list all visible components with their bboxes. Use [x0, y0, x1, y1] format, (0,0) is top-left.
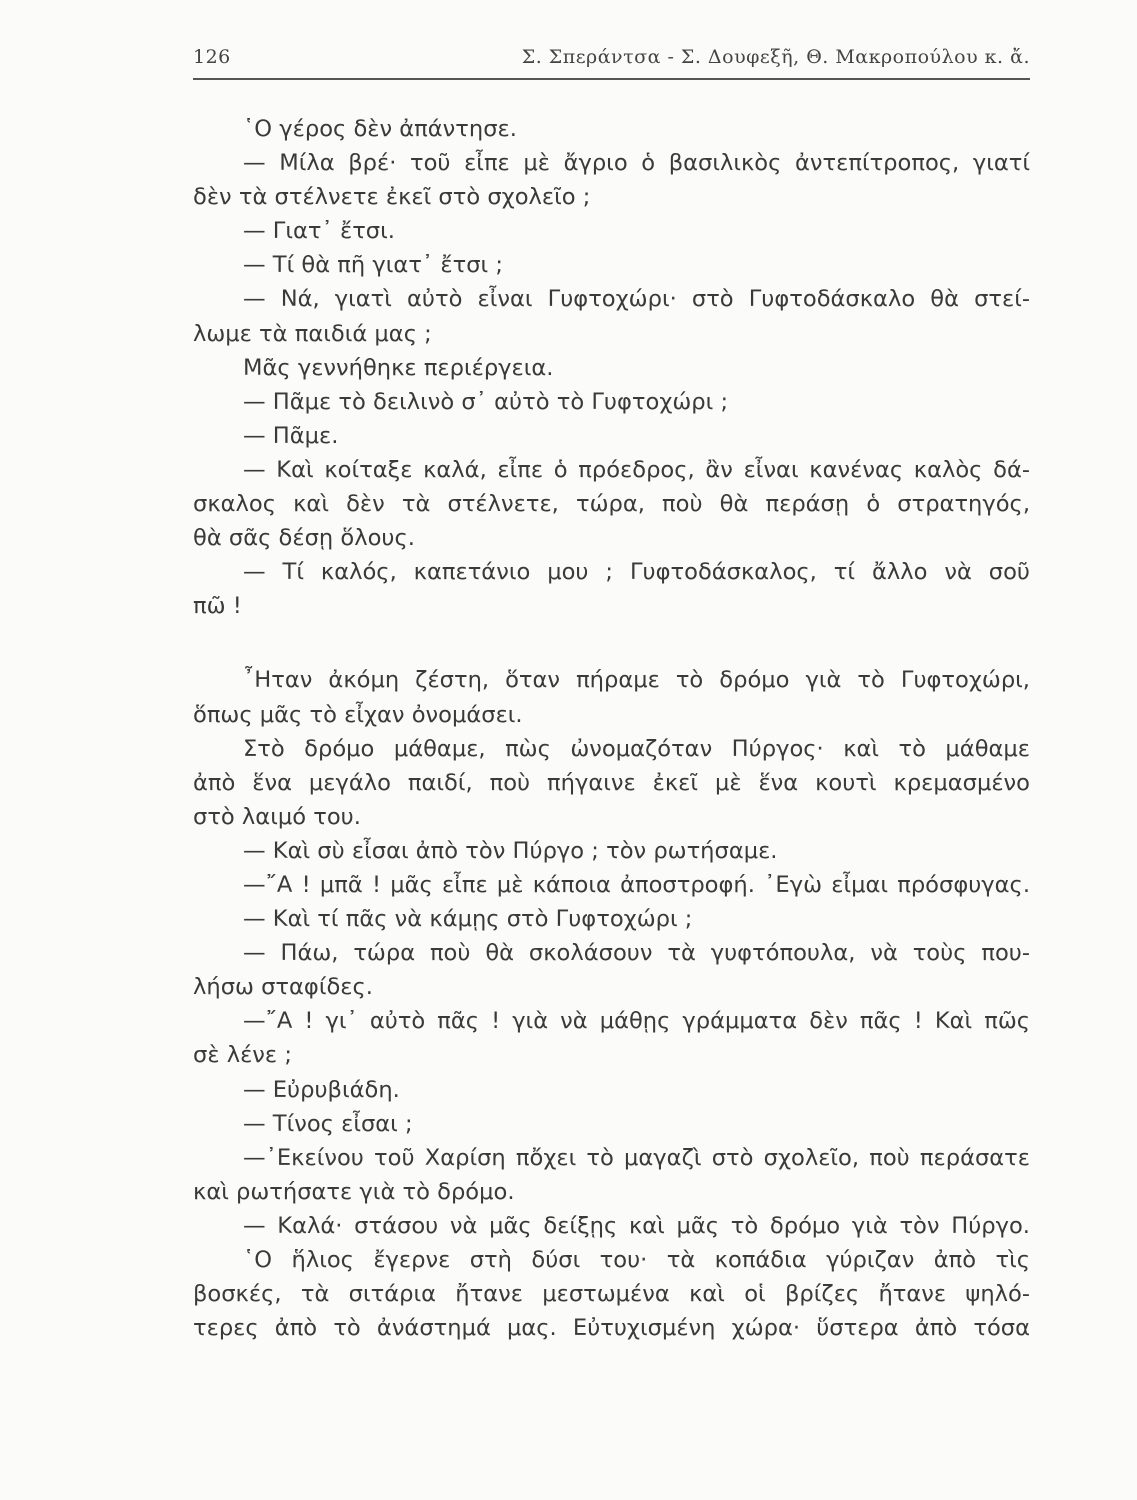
running-title: Σ. Σπεράντσα - Σ. Δουφεξῆ, Θ. Μακροπούλου κ. ἄ.: [521, 46, 1030, 68]
text-line: καὶ ρωτήσατε γιὰ τὸ δρόμο.: [193, 1178, 515, 1205]
text-line: — Γιατ᾿ ἔτσι.: [243, 218, 395, 245]
text-line: — Καλά· στάσου νὰ μᾶς δείξῃς καὶ μᾶς τὸ δρόμο γιὰ τὸν Πύργο.: [243, 1212, 1030, 1239]
text-line: πῶ !: [193, 593, 242, 620]
text-line: Στὸ δρόμο μάθαμε, πὼς ὠνομαζόταν Πύργος· καὶ τὸ μάθαμε: [243, 735, 1030, 762]
text-line: — Εὐρυβιάδη.: [243, 1076, 400, 1103]
header-rule: [193, 78, 1030, 80]
text-line: — Καὶ κοίταξε καλά, εἶπε ὁ πρόεδρος, ἂν εἶναι κανένας καλὸς δά-: [243, 456, 1030, 483]
text-line: Μᾶς γεννήθηκε περιέργεια.: [243, 354, 554, 381]
text-line: — Καὶ τί πᾶς νὰ κάμῃς στὸ Γυφτοχώρι ;: [243, 906, 693, 933]
text-line: σὲ λένε ;: [193, 1042, 292, 1069]
text-line: — Μίλα βρέ· τοῦ εἶπε μὲ ἄγριο ὁ βασιλικὸς ἀντεπίτροπος, γιατί: [243, 150, 1030, 177]
text-line: λήσω σταφίδες.: [193, 974, 373, 1001]
text-line: σκαλος καὶ δὲν τὰ στέλνετε, τώρα, ποὺ θὰ περάσῃ ὁ στρατηγός,: [193, 491, 1030, 518]
text-line: τερες ἀπὸ τὸ ἀνάστημά μας. Εὐτυχισμένη χώρα· ὕστερα ἀπὸ τόσα: [193, 1315, 1030, 1342]
section-gap: [193, 623, 1030, 663]
text-line: — Πᾶμε τὸ δειλινὸ σ᾿ αὐτὸ τὸ Γυφτοχώρι ;: [243, 388, 729, 415]
text-line: βοσκές, τὰ σιτάρια ἤτανε μεστωμένα καὶ οἱ βρίζες ἤτανε ψηλό-: [193, 1281, 1030, 1308]
text-line: δὲν τὰ στέλνετε ἐκεῖ στὸ σχολεῖο ;: [193, 184, 591, 211]
text-line: λωμε τὰ παιδιά μας ;: [193, 320, 432, 347]
text-line: —῎Α ! γι᾿ αὐτὸ πᾶς ! γιὰ νὰ μάθῃς γράμματα δὲν πᾶς ! Καὶ πῶς: [243, 1008, 1030, 1035]
text-line: ῾Ο ἥλιος ἔγερνε στὴ δύσι του· τὰ κοπάδια γύριζαν ἀπὸ τὶς: [243, 1247, 1030, 1273]
body-text: [193, 112, 1030, 1345]
text-line: ὅπως μᾶς τὸ εἶχαν ὀνομάσει.: [193, 701, 523, 728]
page-number: 126: [193, 46, 231, 68]
text-line: ῾Ο γέρος δὲν ἀπάντησε.: [243, 116, 517, 142]
text-line: —῎Α ! μπᾶ ! μᾶς εἶπε μὲ κάποια ἀποστροφή. ᾿Εγὼ εἶμαι πρόσφυγας.: [243, 871, 1030, 898]
text-line: — Τί θὰ πῆ γιατ᾿ ἔτσι ;: [243, 252, 503, 279]
text-line: θὰ σᾶς δέσῃ ὅλους.: [193, 525, 415, 552]
text-line: στὸ λαιμό του.: [193, 803, 361, 830]
text-line: — Καὶ σὺ εἶσαι ἀπὸ τὸν Πύργο ; τὸν ρωτήσαμε.: [243, 837, 778, 864]
text-line: —᾿Εκείνου τοῦ Χαρίση πὄχει τὸ μαγαζὶ στὸ σχολεῖο, ποὺ περάσατε: [243, 1144, 1030, 1171]
text-line: — Νά, γιατὶ αὐτὸ εἶναι Γυφτοχώρι· στὸ Γυφτοδάσκαλο θὰ στεί-: [243, 286, 1030, 313]
page-header: [193, 40, 1030, 80]
text-line: ἀπὸ ἕνα μεγάλο παιδί, ποὺ πήγαινε ἐκεῖ μὲ ἕνα κουτὶ κρεμασμένο: [193, 769, 1030, 796]
text-line: — Πάω, τώρα ποὺ θὰ σκολάσουν τὰ γυφτόπουλα, νὰ τοὺς που-: [243, 940, 1030, 967]
text-line: — Πᾶμε.: [243, 422, 339, 449]
text-line: ῏Ηταν ἀκόμη ζέστη, ὅταν πήραμε τὸ δρόμο γιὰ τὸ Γυφτοχώρι,: [243, 667, 1030, 694]
text-line: — Τίνος εἶσαι ;: [243, 1110, 413, 1137]
text-line: — Τί καλός, καπετάνιο μου ; Γυφτοδάσκαλος, τί ἄλλο νὰ σοῦ: [243, 559, 1030, 586]
